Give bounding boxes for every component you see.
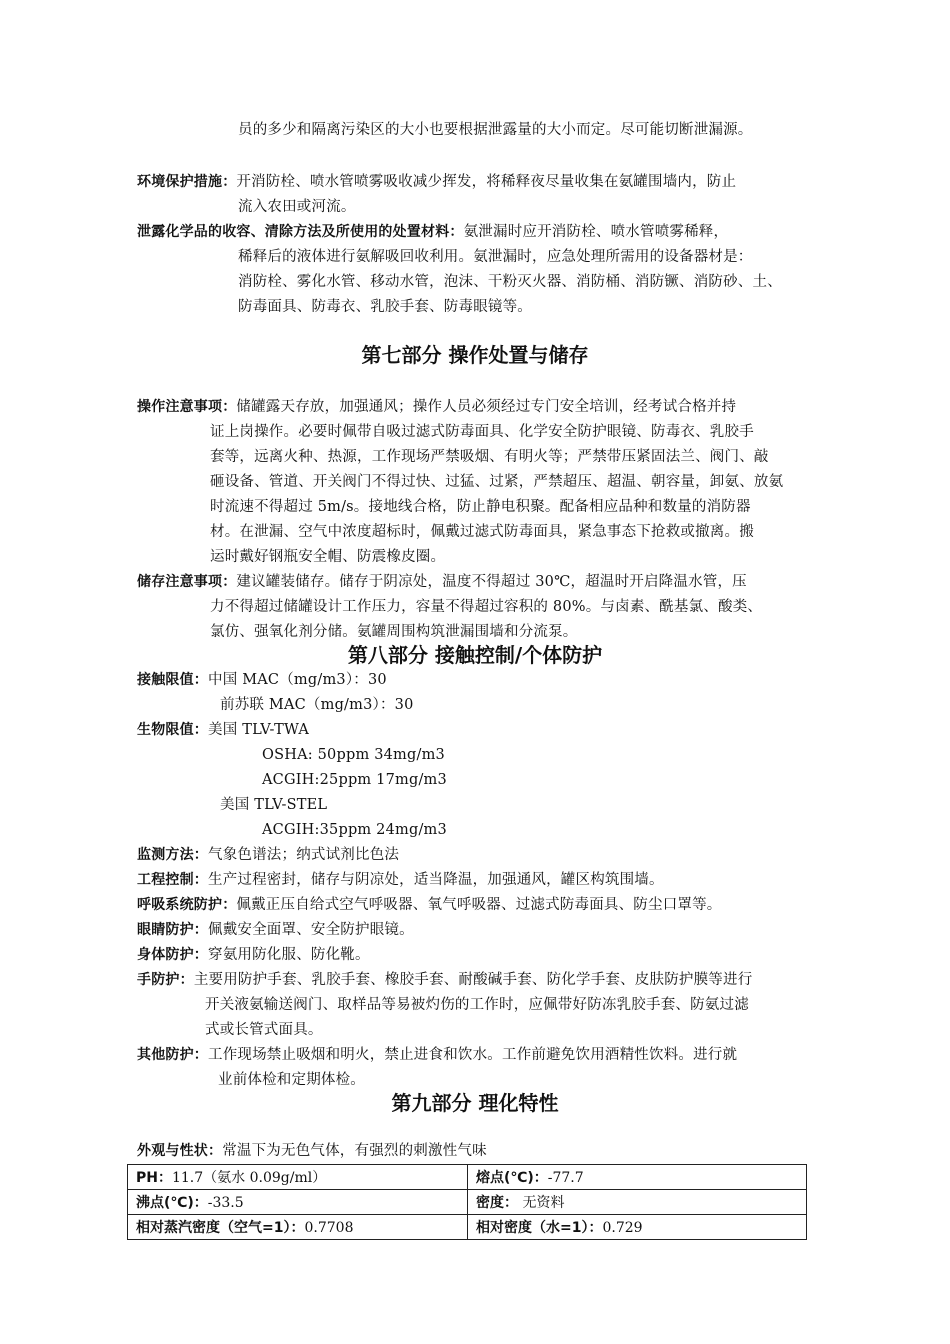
hand-protection-text: 主要用防护手套、乳胶手套、橡胶手套、耐酸碱手套、防化学手套、皮肤防护膜等进行 bbox=[193, 972, 753, 988]
section-7-title: 第七部分 操作处置与储存 bbox=[361, 343, 589, 367]
density-value: 无资料 bbox=[518, 1195, 565, 1211]
env-protection-text: 开消防栓、喷水管喷雾吸收减少挥发，将稀释夜尽量收集在氨罐围墙内，防止 bbox=[236, 174, 737, 190]
eye-protection-text: 佩戴安全面罩、安全防护眼镜。 bbox=[208, 922, 414, 938]
bio-limit-line1 bbox=[137, 720, 309, 740]
vapor-density-value: 0.7708 bbox=[304, 1220, 354, 1236]
hand-protection-line1 bbox=[137, 970, 752, 990]
boiling-point-label: 沸点(℃)： bbox=[136, 1195, 208, 1211]
spill-line2: 稀释后的液体进行氨解吸回收利用。氨泄漏时，应急处理所需用的设备器材是： bbox=[238, 249, 753, 265]
density-label: 密度： bbox=[476, 1195, 518, 1211]
storage-line2: 力不得超过储罐设计工作压力，容量不得超过容积的 80%。与卤素、酰基氯、酸类、 bbox=[210, 599, 763, 615]
ph-label: PH： bbox=[136, 1170, 172, 1186]
operation-line5: 时流速不得超过 5m/s。接地线合格，防止静电积聚。配备相应品种和数量的消防器 bbox=[210, 499, 751, 515]
bio-limit-acgih-twa: ACGIH:25ppm 17mg/m3 bbox=[262, 772, 447, 788]
ph-value: 11.7（氨水 0.09g/ml） bbox=[171, 1170, 327, 1186]
appearance-text: 常温下为无色气体，有强烈的刺激性气味 bbox=[222, 1143, 487, 1159]
hand-protection-line2: 开关液氨输送阀门、取样品等易被灼伤的工作时，应佩带好防冻乳胶手套、防氨过滤 bbox=[205, 997, 749, 1013]
appearance-line bbox=[137, 1141, 487, 1161]
spill-text: 氨泄漏时应开消防栓、喷水管喷雾稀释， bbox=[463, 224, 729, 240]
section-9-title: 第九部分 理化特性 bbox=[391, 1091, 559, 1115]
relative-density-value: 0.729 bbox=[602, 1220, 643, 1236]
table-row bbox=[128, 1215, 807, 1240]
vapor-density-cell bbox=[128, 1215, 468, 1240]
operation-line6: 材。在泄漏、空气中浓度超标时，佩戴过滤式防毒面具，紧急事态下抢救或撤离。搬 bbox=[210, 524, 754, 540]
operation-line2: 证上岗操作。必要时佩带自吸过滤式防毒面具、化学安全防护眼镜、防毒衣、乳胶手 bbox=[210, 424, 754, 440]
respiratory-line bbox=[137, 895, 722, 915]
table-row bbox=[128, 1165, 807, 1190]
vapor-density-label: 相对蒸汽密度（空气=1）： bbox=[136, 1220, 305, 1236]
env-protection-line2: 流入农田或河流。 bbox=[238, 199, 356, 215]
hand-protection-label: 手防护： bbox=[137, 972, 194, 988]
engineering-text: 生产过程密封，储存与阴凉处，适当降温，加强通风，罐区构筑围墙。 bbox=[208, 872, 664, 888]
density-cell bbox=[468, 1190, 807, 1215]
bio-limit-tlv-twa: 美国 TLV-TWA bbox=[208, 722, 310, 738]
other-protection-line1 bbox=[137, 1045, 737, 1065]
operation-text: 储罐露天存放，加强通风；操作人员必须经过专门安全培训，经考试合格并持 bbox=[236, 399, 737, 415]
body-protection-text: 穿氨用防化服、防化靴。 bbox=[208, 947, 370, 963]
exposure-limit-ussr: 前苏联 MAC（mg/m3）：30 bbox=[220, 697, 414, 713]
eye-protection-line bbox=[137, 920, 414, 940]
exposure-limit-line1 bbox=[137, 670, 387, 690]
relative-density-cell bbox=[468, 1215, 807, 1240]
operation-line1 bbox=[137, 397, 736, 417]
storage-line3: 氯仿、强氧化剂分储。氨罐周围构筑泄漏围墙和分流泵。 bbox=[210, 624, 578, 640]
hand-protection-line3: 式或长管式面具。 bbox=[205, 1022, 323, 1038]
engineering-line bbox=[137, 870, 664, 890]
ph-cell bbox=[128, 1165, 468, 1190]
bio-limit-tlv-stel: 美国 TLV-STEL bbox=[220, 797, 328, 813]
bio-limit-label: 生物限值： bbox=[137, 722, 208, 738]
env-protection-line1 bbox=[137, 172, 736, 192]
respiratory-label: 呼吸系统防护： bbox=[137, 897, 237, 913]
monitoring-label: 监测方法： bbox=[137, 847, 208, 863]
spill-line4: 防毒面具、防毒衣、乳胶手套、防毒眼镜等。 bbox=[238, 299, 532, 315]
storage-text: 建议罐装储存。储存于阴凉处，温度不得超过 30℃，超温时开启降温水管，压 bbox=[236, 574, 747, 590]
respiratory-text: 佩戴正压自给式空气呼吸器、氧气呼吸器、过滤式防毒面具、防尘口罩等。 bbox=[236, 897, 722, 913]
storage-label: 储存注意事项： bbox=[137, 574, 237, 590]
operation-line3: 套等，远离火种、热源，工作现场严禁吸烟、有明火等；严禁带压紧固法兰、阀门、敲 bbox=[210, 449, 769, 465]
relative-density-label: 相对密度（水=1）： bbox=[476, 1220, 603, 1236]
body-protection-line bbox=[137, 945, 370, 965]
appearance-label: 外观与性状： bbox=[137, 1143, 223, 1159]
monitoring-text: 气象色谱法；纳式试剂比色法 bbox=[208, 847, 400, 863]
other-protection-text: 工作现场禁止吸烟和明火，禁止进食和饮水。工作前避免饮用酒精性饮料。进行就 bbox=[208, 1047, 738, 1063]
physical-properties-table bbox=[127, 1164, 807, 1240]
other-protection-line2: 业前体检和定期体检。 bbox=[218, 1072, 365, 1088]
section-8-title: 第八部分 接触控制/个体防护 bbox=[347, 643, 603, 667]
melting-point-label: 熔点(℃)： bbox=[476, 1170, 548, 1186]
melting-point-cell bbox=[468, 1165, 807, 1190]
boiling-point-value: -33.5 bbox=[207, 1195, 244, 1211]
other-protection-label: 其他防护： bbox=[137, 1047, 208, 1063]
table-row bbox=[128, 1190, 807, 1215]
storage-line1 bbox=[137, 572, 747, 592]
operation-line4: 砸设备、管道、开关阀门不得过快、过猛、过紧，严禁超压、超温、朝容量，卸氨、放氨 bbox=[210, 474, 784, 490]
operation-line7: 运时戴好钢瓶安全帽、防震橡皮圈。 bbox=[210, 549, 446, 565]
bio-limit-acgih-stel: ACGIH:35ppm 24mg/m3 bbox=[262, 822, 447, 838]
spill-line3: 消防栓、雾化水管、移动水管，泡沫、干粉灭火器、消防桶、消防镢、消防砂、土、 bbox=[238, 274, 782, 290]
boiling-point-cell bbox=[128, 1190, 468, 1215]
leak-paragraph-continuation: 员的多少和隔离污染区的大小也要根据泄露量的大小而定。尽可能切断泄漏源。 bbox=[238, 122, 753, 138]
eye-protection-label: 眼睛防护： bbox=[137, 922, 208, 938]
melting-point-value: -77.7 bbox=[547, 1170, 584, 1186]
spill-line1 bbox=[137, 222, 728, 242]
engineering-label: 工程控制： bbox=[137, 872, 208, 888]
monitoring-line bbox=[137, 845, 399, 865]
exposure-limit-china: 中国 MAC（mg/m3）：30 bbox=[208, 672, 387, 688]
operation-label: 操作注意事项： bbox=[137, 399, 237, 415]
bio-limit-osha: OSHA: 50ppm 34mg/m3 bbox=[262, 747, 445, 763]
exposure-limit-label: 接触限值： bbox=[137, 672, 208, 688]
env-protection-label: 环境保护措施： bbox=[137, 174, 237, 190]
spill-label: 泄露化学品的收容、清除方法及所使用的处置材料： bbox=[137, 224, 464, 240]
body-protection-label: 身体防护： bbox=[137, 947, 208, 963]
